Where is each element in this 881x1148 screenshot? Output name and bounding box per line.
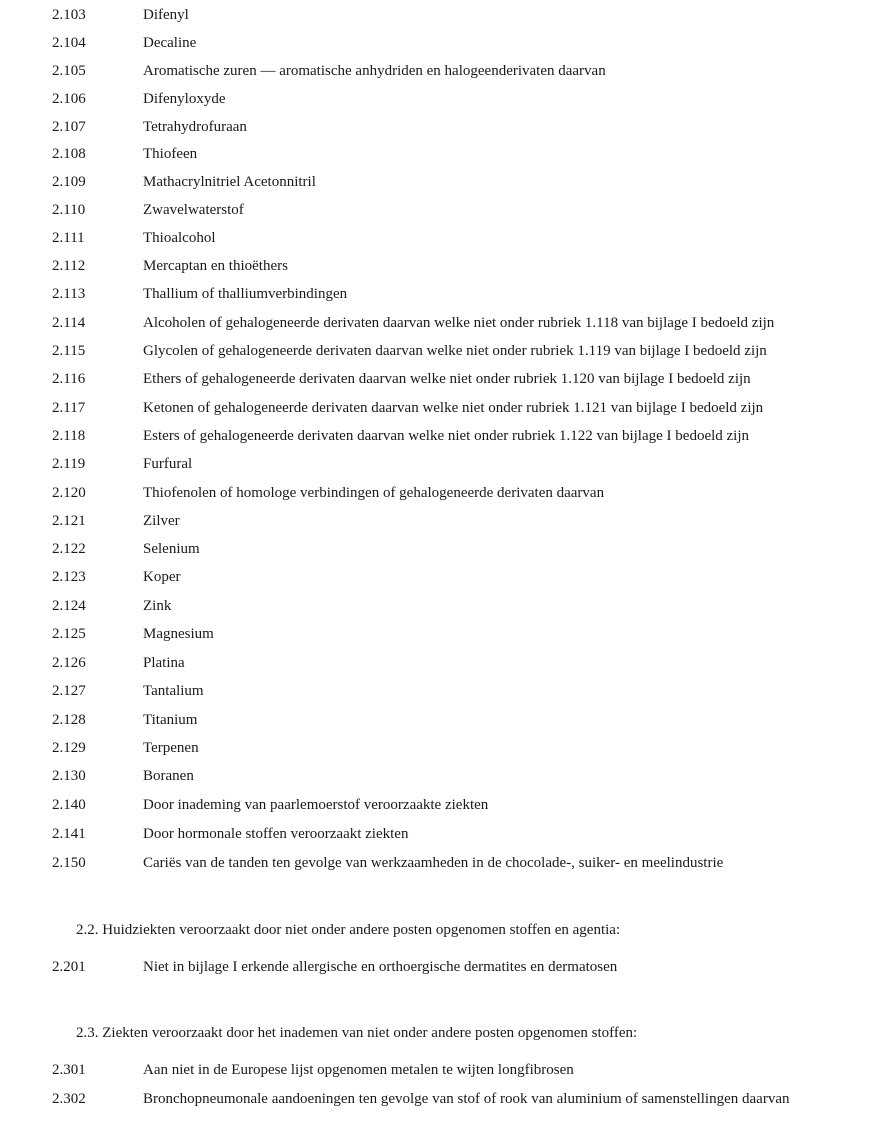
item-code: 2.105 <box>52 63 86 79</box>
item-text: Tetrahydrofuraan <box>143 119 247 135</box>
item-text: Cariës van de tanden ten gevolge van werkzaamheden in de chocolade-, suiker- en meelindustrie <box>143 855 724 871</box>
item-code: 2.109 <box>52 174 86 190</box>
section-heading: 2.2. Huidziekten veroorzaakt door niet onder andere posten opgenomen stoffen en agentia: <box>76 922 621 938</box>
item-text: Ketonen of gehalogeneerde derivaten daarvan welke niet onder rubriek 1.121 van bijlage I bedoeld zijn <box>143 400 764 416</box>
item-text: Terpenen <box>143 740 199 756</box>
item-text: Bronchopneumonale aandoeningen ten gevolge van stof of rook van aluminium of samenstellingen daarvan <box>143 1091 790 1107</box>
item-code: 2.150 <box>52 855 86 871</box>
item-code: 2.104 <box>52 35 86 51</box>
item-text: Zink <box>143 598 172 614</box>
item-code: 2.201 <box>52 959 86 975</box>
item-code: 2.121 <box>52 513 86 529</box>
item-code: 2.129 <box>52 740 86 756</box>
item-code: 2.114 <box>52 315 86 331</box>
item-text: Boranen <box>143 768 194 784</box>
item-text: Zwavelwaterstof <box>143 202 244 218</box>
item-text: Koper <box>143 569 181 585</box>
item-code: 2.112 <box>52 258 86 274</box>
item-code: 2.113 <box>52 286 86 302</box>
item-text: Esters of gehalogeneerde derivaten daarvan welke niet onder rubriek 1.122 van bijlage I bedoeld zijn <box>143 428 750 444</box>
item-code: 2.140 <box>52 797 86 813</box>
item-code: 2.301 <box>52 1062 86 1078</box>
item-code: 2.118 <box>52 428 86 444</box>
item-code: 2.117 <box>52 400 86 416</box>
item-text: Magnesium <box>143 626 214 642</box>
item-text: Furfural <box>143 456 193 472</box>
item-code: 2.124 <box>52 598 86 614</box>
item-text: Thioalcohol <box>143 230 216 246</box>
item-code: 2.108 <box>52 146 86 162</box>
item-text: Mercaptan en thioëthers <box>143 258 288 274</box>
item-code: 2.119 <box>52 456 86 472</box>
section-heading: 2.3. Ziekten veroorzaakt door het inademen van niet onder andere posten opgenomen stoffen: <box>76 1025 638 1041</box>
item-code: 2.110 <box>52 202 86 218</box>
item-text: Selenium <box>143 541 200 557</box>
item-code: 2.103 <box>52 7 86 23</box>
item-text: Mathacrylnitriel Acetonnitril <box>143 174 316 190</box>
item-text: Difenyloxyde <box>143 91 226 107</box>
item-text: Decaline <box>143 35 197 51</box>
item-code: 2.126 <box>52 655 86 671</box>
item-code: 2.302 <box>52 1091 86 1107</box>
item-code: 2.141 <box>52 826 86 842</box>
item-text: Titanium <box>143 712 198 728</box>
item-code: 2.115 <box>52 343 86 359</box>
item-code: 2.107 <box>52 119 86 135</box>
item-text: Tantalium <box>143 683 204 699</box>
item-text: Aromatische zuren — aromatische anhydriden en halogeenderivaten daarvan <box>143 63 606 79</box>
item-text: Platina <box>143 655 185 671</box>
item-text: Aan niet in de Europese lijst opgenomen metalen te wijten longfibrosen <box>143 1062 574 1078</box>
item-code: 2.106 <box>52 91 86 107</box>
item-text: Thiofeen <box>143 146 198 162</box>
item-code: 2.125 <box>52 626 86 642</box>
item-code: 2.128 <box>52 712 86 728</box>
item-code: 2.122 <box>52 541 86 557</box>
item-code: 2.127 <box>52 683 86 699</box>
item-code: 2.123 <box>52 569 86 585</box>
item-text: Thallium of thalliumverbindingen <box>143 286 348 302</box>
item-text: Zilver <box>143 513 180 529</box>
item-code: 2.116 <box>52 371 86 387</box>
item-code: 2.120 <box>52 485 86 501</box>
item-text: Glycolen of gehalogeneerde derivaten daarvan welke niet onder rubriek 1.119 van bijlage I bedoeld zijn <box>143 343 767 359</box>
item-text: Thiofenolen of homologe verbindingen of gehalogeneerde derivaten daarvan <box>143 485 605 501</box>
item-code: 2.130 <box>52 768 86 784</box>
item-code: 2.111 <box>52 230 85 246</box>
item-text: Difenyl <box>143 7 189 23</box>
item-text: Ethers of gehalogeneerde derivaten daarvan welke niet onder rubriek 1.120 van bijlage I bedoeld zijn <box>143 371 751 387</box>
item-text: Alcoholen of gehalogeneerde derivaten daarvan welke niet onder rubriek 1.118 van bijlage I bedoeld zijn <box>143 315 775 331</box>
item-text: Door inademing van paarlemoerstof veroorzaakte ziekten <box>143 797 489 813</box>
item-text: Niet in bijlage I erkende allergische en orthoergische dermatites en dermatosen <box>143 959 618 975</box>
item-text: Door hormonale stoffen veroorzaakt ziekten <box>143 826 409 842</box>
